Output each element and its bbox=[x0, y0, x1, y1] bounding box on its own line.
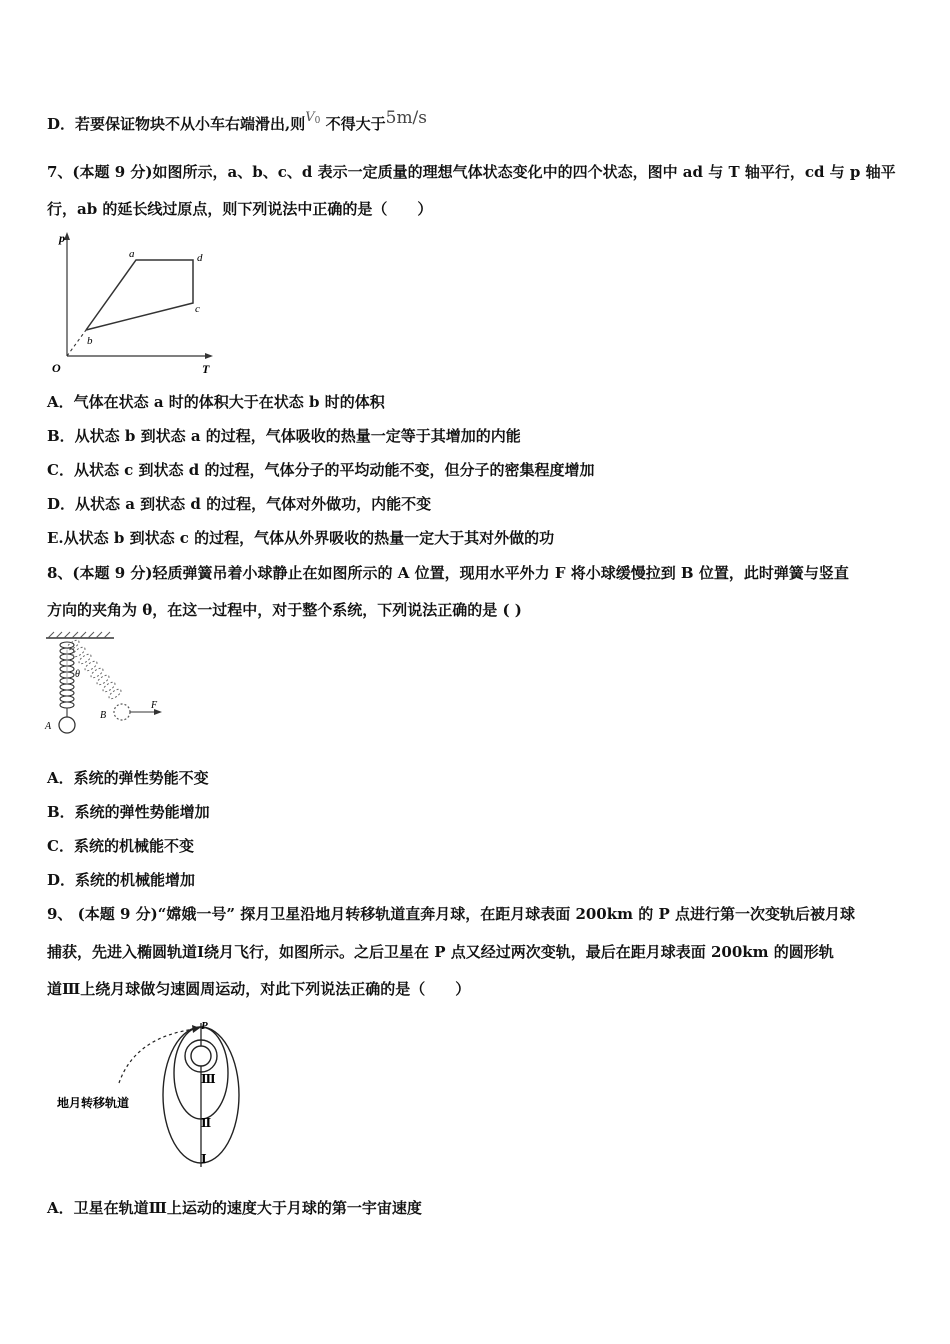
q7-option-c: C．从状态 c 到状态 d 的过程，气体分子的平均动能不变，但分子的密集程度增加 bbox=[47, 461, 595, 479]
label-B: B bbox=[100, 710, 107, 721]
q8-stem-line-1: 8、(本题 9 分)轻质弹簧吊着小球静止在如图所示的 A 位置，现用水平外力 F 将小球缓慢拉到 B 位置，此时弹簧与竖直 bbox=[47, 564, 849, 582]
q9-stem-line-2: 捕获，先进入椭圆轨道Ⅰ绕月飞行，如图所示。之后卫星在 P 点又经过两次变轨，最后在距月球表面 200km 的圆形轨 bbox=[47, 943, 834, 961]
state-path-abcd bbox=[86, 260, 193, 330]
label-P: P bbox=[201, 1020, 208, 1032]
label-III: Ⅲ bbox=[201, 1072, 216, 1086]
q9-stem-line-1: 9、 (本题 9 分)“嫦娥一号” 探月卫星沿地月转移轨道直奔月球，在距月球表面 200km 的 P 点进行第一次变轨后被月球 bbox=[47, 905, 855, 923]
t-axis-arrow-icon bbox=[205, 353, 213, 359]
q8-stem-line-2: 方向的夹角为 θ，在这一过程中，对于整个系统，下列说法正确的是 ( ) bbox=[47, 601, 522, 619]
label-I: Ⅰ bbox=[201, 1152, 207, 1166]
q7-option-b: B．从状态 b 到状态 a 的过程，气体吸收的热量一定等于其增加的内能 bbox=[47, 427, 521, 445]
ball-b bbox=[114, 704, 130, 720]
speed-value: 5m/s bbox=[385, 108, 428, 128]
q8-option-a: A．系统的弹性势能不变 bbox=[47, 769, 209, 787]
v0-symbol: V bbox=[305, 110, 315, 125]
q8-option-d: D．系统的机械能增加 bbox=[47, 871, 196, 889]
transfer-arrow-icon bbox=[192, 1025, 200, 1033]
q9-orbit-diagram bbox=[55, 1015, 255, 1175]
q7-stem-line-2: 行，ab 的延长线过原点，则下列说法中正确的是（ ） bbox=[47, 200, 433, 218]
label-A: A bbox=[45, 721, 52, 732]
label-p: p bbox=[59, 231, 65, 245]
label-T: T bbox=[202, 362, 210, 376]
q8-spring-diagram bbox=[42, 630, 172, 742]
label-b: b bbox=[87, 335, 93, 347]
q7-option-e: E.从状态 b 到状态 c 的过程，气体从外界吸收的热量一定大于其对外做的功 bbox=[47, 529, 555, 547]
ball-a bbox=[59, 717, 75, 733]
q7-stem-line-1: 7、(本题 9 分)如图所示，a、b、c、d 表示一定质量的理想气体状态变化中的四个状态，图中 ad 与 T 轴平行，cd 与 p 轴平 bbox=[47, 163, 896, 181]
ceiling-hatch bbox=[48, 632, 110, 638]
q7-pt-diagram bbox=[45, 228, 220, 378]
label-theta: θ bbox=[75, 669, 80, 680]
label-F: F bbox=[151, 700, 158, 711]
q7-option-a: A．气体在状态 a 时的体积大于在状态 b 时的体积 bbox=[47, 393, 385, 411]
q8-option-b: B．系统的弹性势能增加 bbox=[47, 803, 210, 821]
label-c: c bbox=[195, 303, 200, 315]
q6-option-d: D．若要保证物块不从小车右端滑出,则$V^0$ 不得大于5m/s bbox=[47, 108, 428, 133]
moon bbox=[191, 1046, 211, 1066]
label-a: a bbox=[129, 248, 135, 260]
q7-option-d: D．从状态 a 到状态 d 的过程，气体对外做功，内能不变 bbox=[47, 495, 432, 513]
label-transfer-orbit: 地月转移轨道 bbox=[57, 1096, 130, 1110]
label-d: d bbox=[197, 252, 203, 264]
q8-option-c: C．系统的机械能不变 bbox=[47, 837, 194, 855]
q9-stem-line-3: 道Ⅲ上绕月球做匀速圆周运动，对此下列说法正确的是（ ） bbox=[47, 980, 471, 998]
label-O: O bbox=[52, 361, 61, 375]
q9-option-a: A．卫星在轨道Ⅲ上运动的速度大于月球的第一宇宙速度 bbox=[47, 1199, 422, 1217]
ab-extension-dashed bbox=[67, 330, 86, 356]
label-II: Ⅱ bbox=[201, 1116, 212, 1130]
